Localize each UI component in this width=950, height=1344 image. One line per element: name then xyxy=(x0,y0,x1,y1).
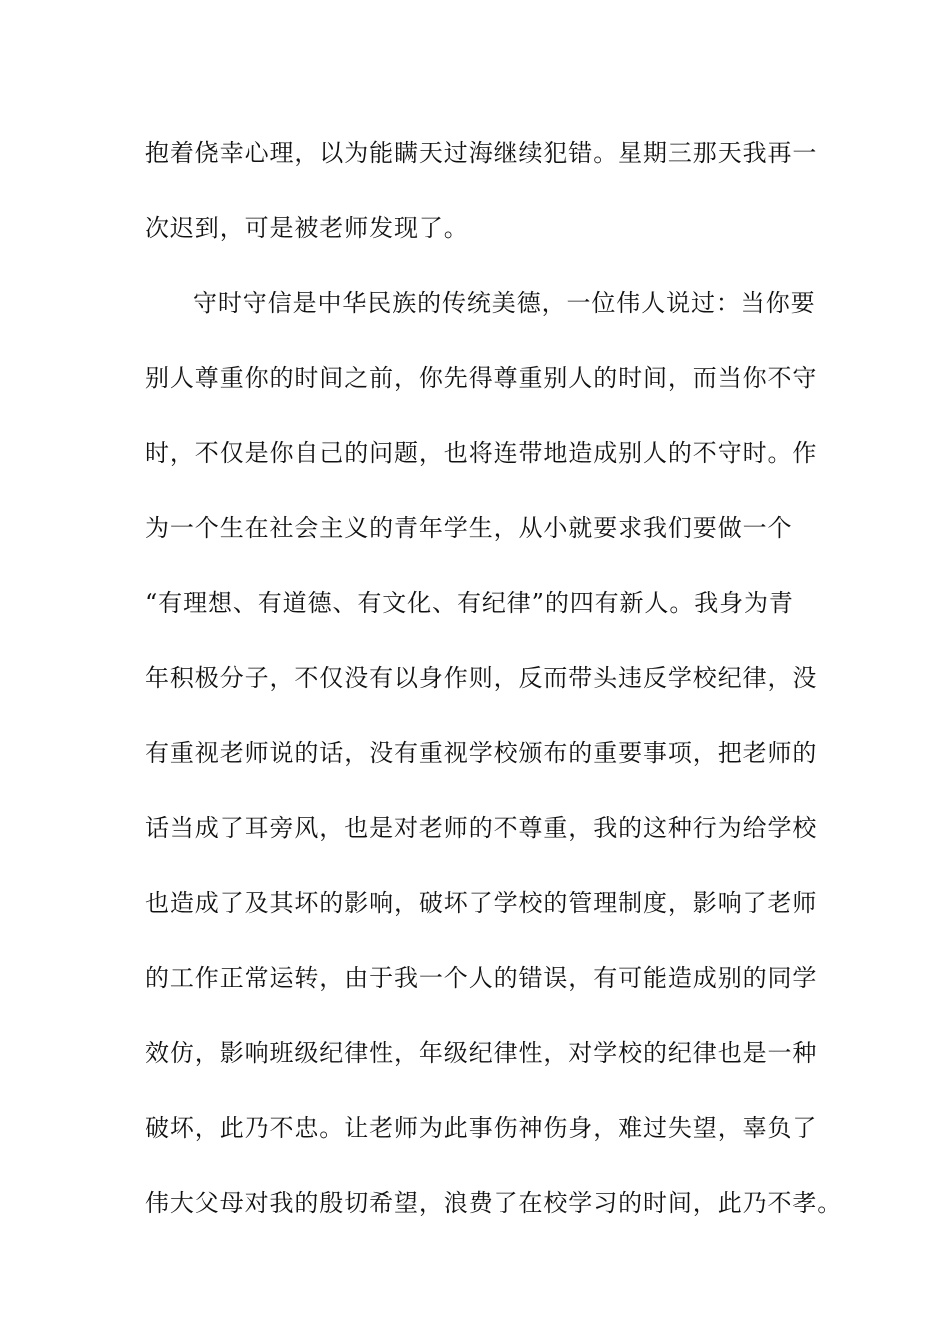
paragraph-first-line: 守时守信是中华民族的传统美德，一位伟人说过：当你要 xyxy=(193,289,816,317)
text-line: 破坏，此乃不忠。让老师为此事伤神伤身，难过失望，辜负了 xyxy=(145,1114,818,1142)
text-line: 也造成了及其坏的影响，破坏了学校的管理制度，影响了老师 xyxy=(145,889,818,917)
text-line: 别人尊重你的时间之前，你先得尊重别人的时间，而当你不守 xyxy=(145,364,818,392)
text-line: 的工作正常运转，由于我一个人的错误，有可能造成别的同学 xyxy=(145,964,818,992)
text-line: 抱着侥幸心理，以为能瞒天过海继续犯错。星期三那天我再一 xyxy=(145,139,818,167)
text-line: 年积极分子，不仅没有以身作则，反而带头违反学校纪律，没 xyxy=(145,664,818,692)
text-line: 话当成了耳旁风，也是对老师的不尊重，我的这种行为给学校 xyxy=(145,814,818,842)
text-line: 有重视老师说的话，没有重视学校颁布的重要事项，把老师的 xyxy=(145,739,818,767)
text-line: 次迟到，可是被老师发现了。 xyxy=(145,214,469,242)
body-text xyxy=(145,128,843,1253)
text-line: “有理想、有道德、有文化、有纪律”的四有新人。我身为青 xyxy=(145,589,794,617)
text-line: 为一个生在社会主义的青年学生，从小就要求我们要做一个 xyxy=(145,514,793,542)
text-line: 时，不仅是你自己的问题，也将连带地造成别人的不守时。作 xyxy=(145,439,818,467)
text-line: 效仿，影响班级纪律性，年级纪律性，对学校的纪律也是一种 xyxy=(145,1039,818,1067)
text-line: 伟大父母对我的殷切希望，浪费了在校学习的时间，此乃不孝。 xyxy=(145,1189,843,1217)
